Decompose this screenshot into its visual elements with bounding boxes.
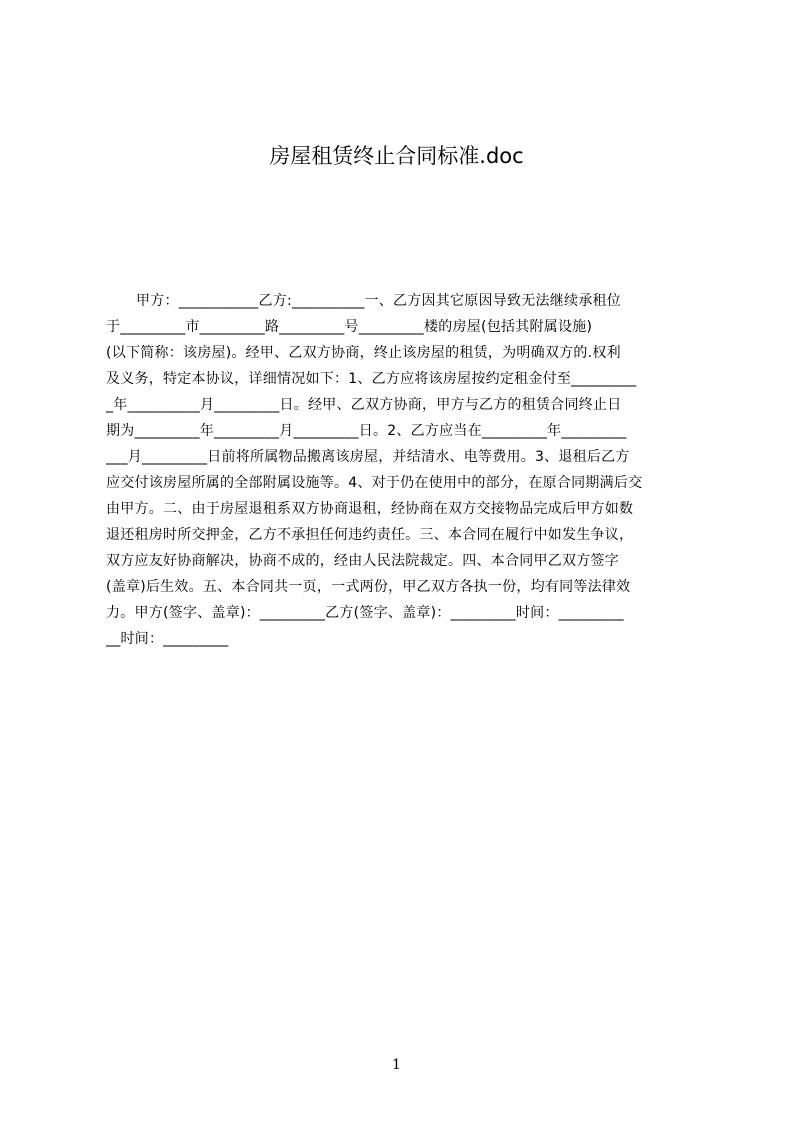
page-number: 1 bbox=[392, 1057, 401, 1073]
body-line: 退还租房时所交押金，乙方不承担任何违约责任。三、本合同在履行中如发生争议， bbox=[106, 527, 634, 543]
body-line: ___月_________日前将所属物品搬离该房屋，并结清水、电等费用。3、退租后乙方 bbox=[106, 449, 630, 465]
body-line: _年__________月_________日。经甲、乙双方协商，甲方与乙方的租赁合同终止日 bbox=[106, 397, 622, 413]
document-body bbox=[106, 288, 698, 652]
body-line: __时间：_________ bbox=[106, 631, 229, 647]
document-title: 房屋租赁终止合同标准.doc bbox=[269, 144, 524, 168]
body-line: 力。甲方(签字、盖章)：_________乙方(签字、盖章)：_________时间：_________ bbox=[106, 605, 624, 621]
body-line: 甲方：___________乙方:__________一、乙方因其它原因导致无法继续承租位 bbox=[136, 293, 621, 309]
body-line: 由甲方。二、由于房屋退租系双方协商退租，经协商在双方交接物品完成后甲方如数 bbox=[106, 501, 634, 517]
body-line: (盖章)后生效。五、本合同共一页，一式两份，甲乙双方各执一份，均有同等法律效 bbox=[106, 579, 631, 595]
body-line: 及义务，特定本协议，详细情况如下：1、乙方应将该房屋按约定租金付至_________ bbox=[106, 371, 637, 387]
body-line: 双方应友好协商解决，协商不成的，经由人民法院裁定。四、本合同甲乙双方签字 bbox=[106, 553, 619, 569]
body-line: 期为_________年_________月_________日。2、乙方应当在_________年_________ bbox=[106, 423, 627, 439]
body-line: 于_________市_________路_________号_________楼的房屋(包括其附属设施) bbox=[106, 319, 593, 335]
body-line: 应交付该房屋所属的全部附属设施等。4、对于仍在使用中的部分，在原合同期满后交 bbox=[106, 475, 643, 491]
body-line: (以下简称：该房屋)。经甲、乙双方协商，终止该房屋的租赁，为明确双方的.权利 bbox=[106, 345, 621, 361]
